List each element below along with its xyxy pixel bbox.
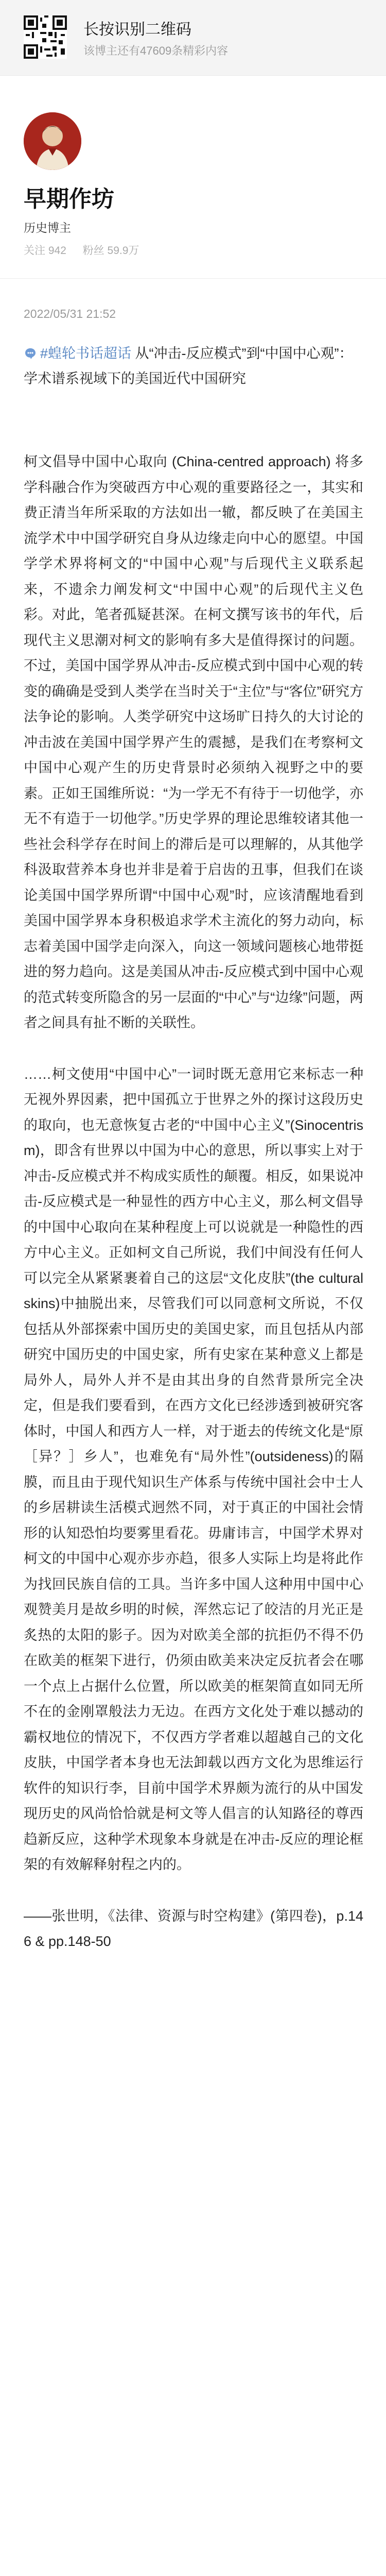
author-name[interactable]: 早期作坊 xyxy=(24,187,114,212)
post-title xyxy=(24,341,358,392)
qr-code-icon[interactable] xyxy=(24,15,67,59)
author-stats xyxy=(24,242,152,258)
topic-label[interactable]: #蝗轮书话超话 xyxy=(40,346,132,361)
banner-subtitle: 该博主还有47609条精彩内容 xyxy=(83,44,229,57)
topic-icon xyxy=(24,347,37,360)
article-paragraph: ……柯文使用“中国中心”一词时既无意用它来标志一种无视外界因素，把中国孤立于世界之外的探讨这段历史的取向，也无意恢复古老的“中国中心主义”(Sinocentrism)，即含有世界以中国为中心的意思，所以事实上对于冲击-反应模式并不构成实质性的颠覆。相反，如果说冲击-反应模式是一种显性的西方中心主义，那么柯文倡导的中国中心取向在某种程度上可以说就是一种隐性的西方中心主义。正如柯文自己所说，我们中间没有任何人可以完全从紧紧裹着自己的这层“文化皮肤”(the cultural skins)中抽脱出来，尽管我们可以同意柯文所说，不仅包括从外部探索中国历史的美国史家，而且包括从内部研究中国历史的中国史家，所有史家在某种意义上都是局外人，局外人并不是由其出身的自然背景所完全决定，但是我们要看到，在西方文化已经涉透到被研究客体时，中国人和西方人一样，对于逝去的传统文化是“原［异？］乡人”，也难免有“局外性”(outsideness)的隔膜，而且由于现代知识生产体系与传统中国社会中士人的乡居耕读生活模式迥然不同，对于真正的中国社会情形的认知恐怕均要雾里看花。毋庸讳言，中国学术界对柯文的中国中心观亦步亦趋，很多人实际上均是将此作为找回民族自信的工具。当许多中国人这种用中国中心观赞美月是故乡明的时候，浑然忘记了皎洁的月光正是炙热的太阳的影子。因为对欧美全部的抗拒仍不得不仍在欧美的框架下进行，仍须由欧美来决定反抗者会在哪一个点上占据什么位置，所以欧美的框架简直如同无所不在的金刚罩般法力无边。在西方文化处于难以撼动的霸权地位的情况下，不仅西方学者难以超越自己的文化皮肤，中国学者本身也无法卸载以西方文化为思维运行软件的知识行李，目前中国学术界颇为流行的从中国发现历史的风尚恰恰就是柯文等人倡言的认知路径的尊西趋新反应，这种学术现象本身就是在冲击-反应的理论框架的有效解释射程之内的。 xyxy=(24,1066,363,1872)
avatar-image-icon xyxy=(24,112,81,170)
topic-link[interactable] xyxy=(24,346,135,361)
top-qr-banner xyxy=(0,0,386,76)
article-citation: ——张世明，《法律、资源与时空构建》(第四卷)，p.146 & pp.148-50 xyxy=(24,1908,363,1949)
avatar[interactable] xyxy=(24,112,81,170)
post-time: 2022/05/31 21:52 xyxy=(24,307,116,320)
followers-count: 关注 942 xyxy=(24,245,66,257)
article-paragraph: 柯文倡导中国中心取向 (China-centred approach) 将多学科融合作为突破西方中心观的重要路径之一，其实和费正清当年所采取的方法如出一辙，都反映了在美国主流学术中中国学研究自身从边缘走向中心的愿望。中国学学术界将柯文的“中国中心观”与后现代主义联系起来，不遗余力阐发柯文“中国中心观”的后现代主义色彩。对此，笔者孤疑甚深。在柯文撰写该书的年代，后现代主义思潮对柯文的影响有多大是值得探讨的问题。不过，美国中国学界从冲击-反应模式到中国中心观的转变的确确是受到人类学在当时关于“主位”与“客位”研究方法争论的影响。人类学研究中这场旷日持久的大讨论的冲击波在美国中国学界产生的震撼，是我们在考察柯文中国中心观产生的历史背景时必须纳入视野之中的要素。正如王国维所说：“为一学无不有待于一切他学，亦无不有造于一切他学。”历史学界的理论思维较诸其他一些社会科学存在时间上的滞后是可以理解的，从其他学科汲取营养本身也并非是着于启齿的丑事，但我们在谈论美国中国学界所谓“中国中心观”时，应该清醒地看到美国中国学界本身积极追求学术主流化的努力动向，标志着美国中国学走向深入，向这一领域问题核心地带挺进的努力趋向。这是美国从冲击-反应模式到中国中心观的范式转变所隐含的另一层面的“中心”与“边缘”问题，两者之间具有扯不断的关联性。 xyxy=(24,454,363,1030)
fans-count: 粉丝 59.9万 xyxy=(82,245,139,257)
post-title-text: 从“冲击-反应模式”到“中国中心观”：学术谱系视域下的美国近代中国研究 xyxy=(24,346,353,386)
author-role: 历史博主 xyxy=(24,221,71,234)
banner-title: 长按识别二维码 xyxy=(83,21,191,38)
article-body xyxy=(24,449,363,1955)
divider xyxy=(0,278,386,279)
